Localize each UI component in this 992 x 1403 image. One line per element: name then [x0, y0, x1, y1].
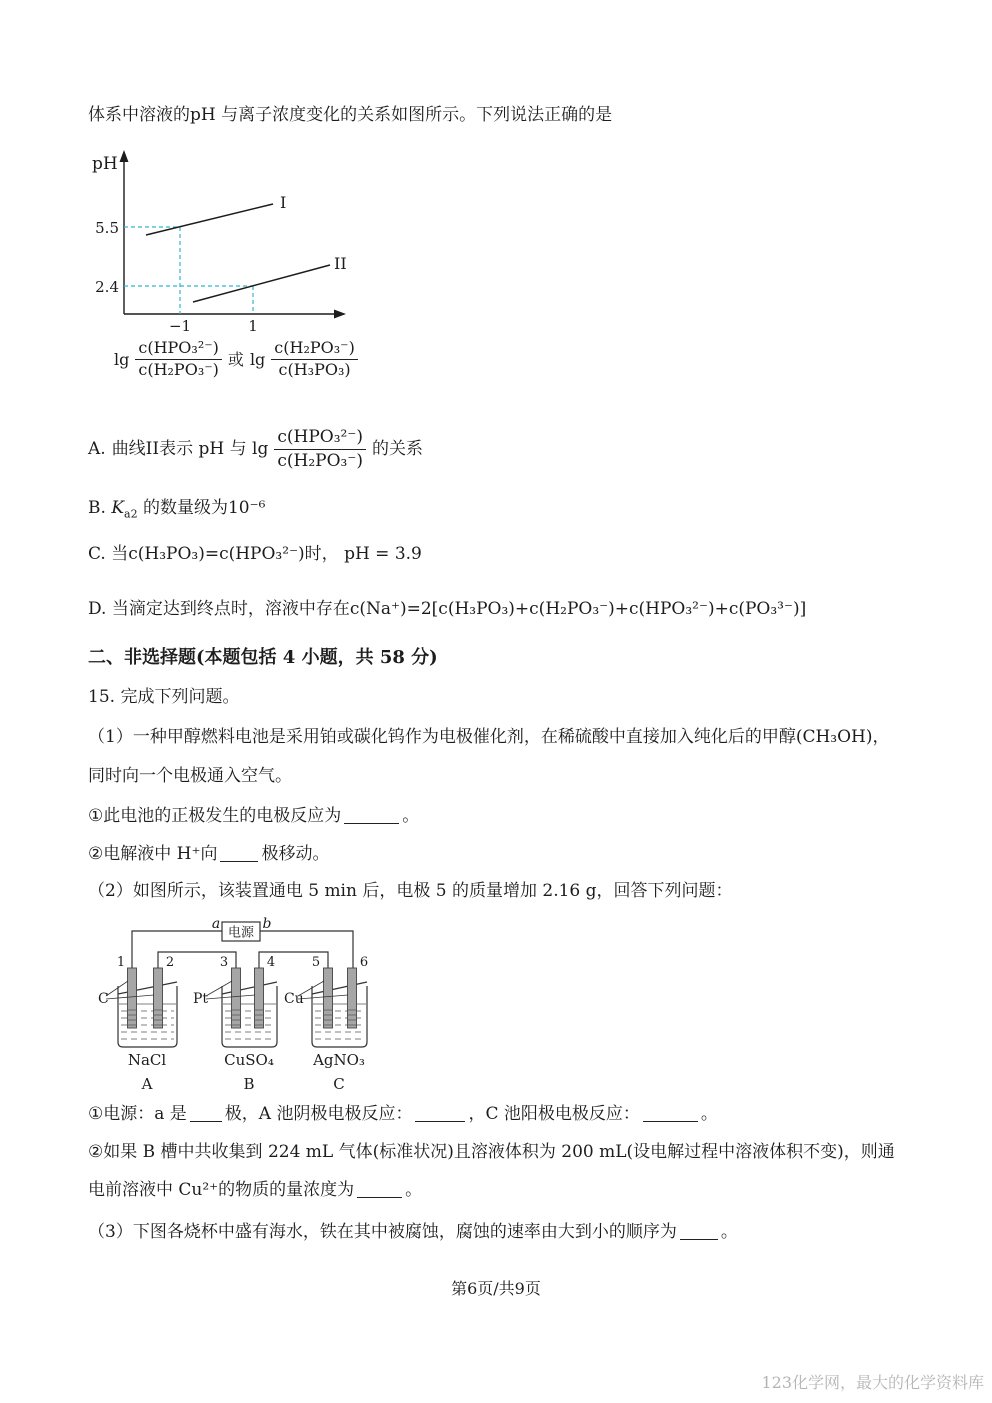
q15-part2-q1	[88, 1103, 718, 1126]
cell-label-B: B	[243, 1075, 255, 1093]
q15-part2-q1-s3: ，C 池阳极电极反应：	[468, 1104, 640, 1124]
fraction-2: $\frac{\text{c(H₂PO₃⁻)}}{\text{c(H₃PO₃)}}$	[271, 338, 358, 381]
line-I-label: I	[280, 193, 287, 212]
q15-stem	[88, 686, 239, 709]
line-II-label: II	[334, 254, 347, 273]
fraction-1: $\frac{\text{c(HPO₃²⁻)}}{\text{c(H₂PO₃⁻)}}$	[135, 338, 222, 381]
option-a-label: A.	[88, 438, 106, 459]
line-II	[193, 265, 330, 302]
power-supply-label: 电源	[227, 925, 255, 941]
answer-blank	[415, 1104, 465, 1122]
answer-blank	[357, 1180, 402, 1198]
q15-number: 15.	[88, 687, 116, 707]
q15-part1-line1: （1）一种甲醇燃料电池是采用铂或碳化钨作为电极催化剂，在稀硫酸中直接加入纯化后的甲醇(CH₃OH)，	[88, 727, 890, 747]
electrode-bars	[128, 968, 357, 1028]
q15-part3	[88, 1221, 738, 1244]
q15-part1-q2	[88, 843, 329, 866]
y-tick-5-5: 5.5	[95, 219, 119, 237]
q15-part1-line2: 同时向一个电极通入空气。	[88, 766, 292, 786]
electrode-4	[255, 968, 264, 1028]
beaker-A-rim	[118, 982, 177, 994]
section-heading: 二、非选择题(本题包括 4 小题，共 58 分)	[88, 647, 438, 668]
or-label: 或	[227, 349, 244, 369]
answer-blank	[344, 806, 399, 824]
option-c-label: C.	[88, 544, 106, 564]
q15-part2-q2-line2	[88, 1179, 422, 1202]
cell-label-C: C	[333, 1075, 345, 1093]
dashed-guides	[124, 227, 253, 314]
material-label-platinum: Pt	[193, 991, 209, 1007]
y-tick-2-4: 2.4	[95, 278, 119, 296]
electrode-1-number: 1	[116, 955, 126, 970]
solution-label-nacl: NaCl	[127, 1051, 167, 1069]
beaker-C	[312, 986, 367, 1047]
option-b-k-variable: K	[111, 498, 125, 518]
option-d	[88, 598, 806, 621]
solution-label-agno3: AgNO₃	[313, 1051, 365, 1069]
q15-part2-intro: （2）如图所示，该装置通电 5 min 后，电极 5 的质量增加 2.16 g，回答下列问题：	[88, 881, 733, 901]
answer-blank	[220, 844, 258, 862]
electrode-6-number: 6	[359, 955, 369, 970]
q15-part2-q1-s4: 。	[700, 1104, 718, 1124]
electrode-5	[324, 968, 333, 1028]
x-axis-formula	[114, 338, 358, 381]
electrode-3	[232, 968, 241, 1028]
lg-label-2: lg	[249, 349, 266, 369]
page-number: 第6页/共9页	[451, 1279, 541, 1298]
q15-part1-q2-pre: ②电解液中 H⁺向	[88, 844, 218, 864]
watermark: 123化学网，最大的化学资料库	[761, 1373, 984, 1392]
q15-part2-q1-s2: 极，A 池阴极电极反应：	[224, 1104, 413, 1124]
q15-part3-pre: （3）下图各烧杯中盛有海水，铁在其中被腐蚀，腐蚀的速率由大到小的顺序为	[88, 1222, 677, 1242]
x-tick-1: 1	[248, 317, 258, 335]
beaker-C-rim	[312, 982, 367, 994]
x-axis-arrow	[334, 310, 346, 319]
electrode-6	[348, 968, 357, 1028]
y-axis-arrow	[120, 150, 129, 162]
option-a	[88, 408, 423, 490]
terminal-b-label: b	[262, 916, 272, 932]
electrode-2-number: 2	[165, 955, 175, 970]
q15-part2-q1-s1: ①电源：a 是	[88, 1104, 187, 1124]
electrode-5-number: 5	[311, 955, 321, 970]
q15-part1-q1	[88, 805, 419, 828]
electrode-1	[128, 968, 137, 1028]
option-c-text: 当c(H₃PO₃)=c(HPO₃²⁻)时， pH = 3.9	[111, 544, 422, 564]
beaker-B-rim	[222, 982, 277, 994]
q15-part2-q2-post: 。	[405, 1180, 423, 1200]
option-c	[88, 543, 422, 566]
ph-graph	[86, 146, 358, 344]
cell-label-A: A	[141, 1075, 153, 1093]
q15-part1-q2-post: 极移动。	[261, 844, 330, 864]
solution-label-cuso4: CuSO₄	[224, 1051, 274, 1069]
y-axis-label: pH	[92, 154, 118, 174]
electrolysis-apparatus-diagram	[90, 912, 382, 1094]
option-b-text: 的数量级为10⁻⁶	[142, 498, 266, 518]
question-intro: 体系中溶液的pH 与离子浓度变化的关系如图所示。下列说法正确的是	[88, 105, 613, 125]
line-I	[146, 204, 273, 235]
answer-blank	[680, 1222, 718, 1240]
option-a-post: 的关系	[371, 438, 423, 459]
material-label-carbon: C	[98, 991, 109, 1007]
q15-part1-q1-post: 。	[402, 806, 420, 826]
q15-part3-post: 。	[720, 1222, 738, 1242]
q15-part2-q2-line1: ②如果 B 槽中共收集到 224 mL 气体(标准状况)且溶液体积为 200 mL(设电解过程中溶液体积不变)，则通	[88, 1142, 895, 1162]
electrode-3-number: 3	[219, 955, 229, 970]
lg-label: lg	[114, 349, 130, 369]
option-b-label: B.	[88, 498, 106, 518]
option-a-pre: 曲线II表示 pH 与 lg	[111, 438, 269, 459]
q15-part1-q1-pre: ①此电池的正极发生的电极反应为	[88, 806, 342, 826]
option-b-k-subscript: a2	[124, 507, 138, 521]
electrode-4-number: 4	[266, 955, 276, 970]
option-b	[88, 497, 265, 522]
electrode-2	[154, 968, 163, 1028]
option-d-text: 当滴定达到终点时，溶液中存在c(Na⁺)=2[c(H₃PO₃)+c(H₂PO₃⁻)+c(HPO₃²⁻)+c(PO₃³⁻)]	[111, 599, 807, 619]
answer-blank	[643, 1104, 698, 1122]
terminal-a-label: a	[211, 916, 221, 932]
option-a-fraction: $\frac{\text{c(HPO₃²⁻)}}{\text{c(H₂PO₃⁻)}}$	[274, 426, 366, 471]
x-tick-minus1: −1	[168, 317, 192, 335]
option-d-label: D.	[88, 599, 107, 619]
material-label-copper: Cu	[284, 991, 304, 1007]
q15-stem-text: 完成下列问题。	[120, 687, 240, 707]
q15-part2-q2-pre: 电前溶液中 Cu²⁺的物质的量浓度为	[88, 1180, 355, 1200]
answer-blank	[190, 1104, 222, 1122]
